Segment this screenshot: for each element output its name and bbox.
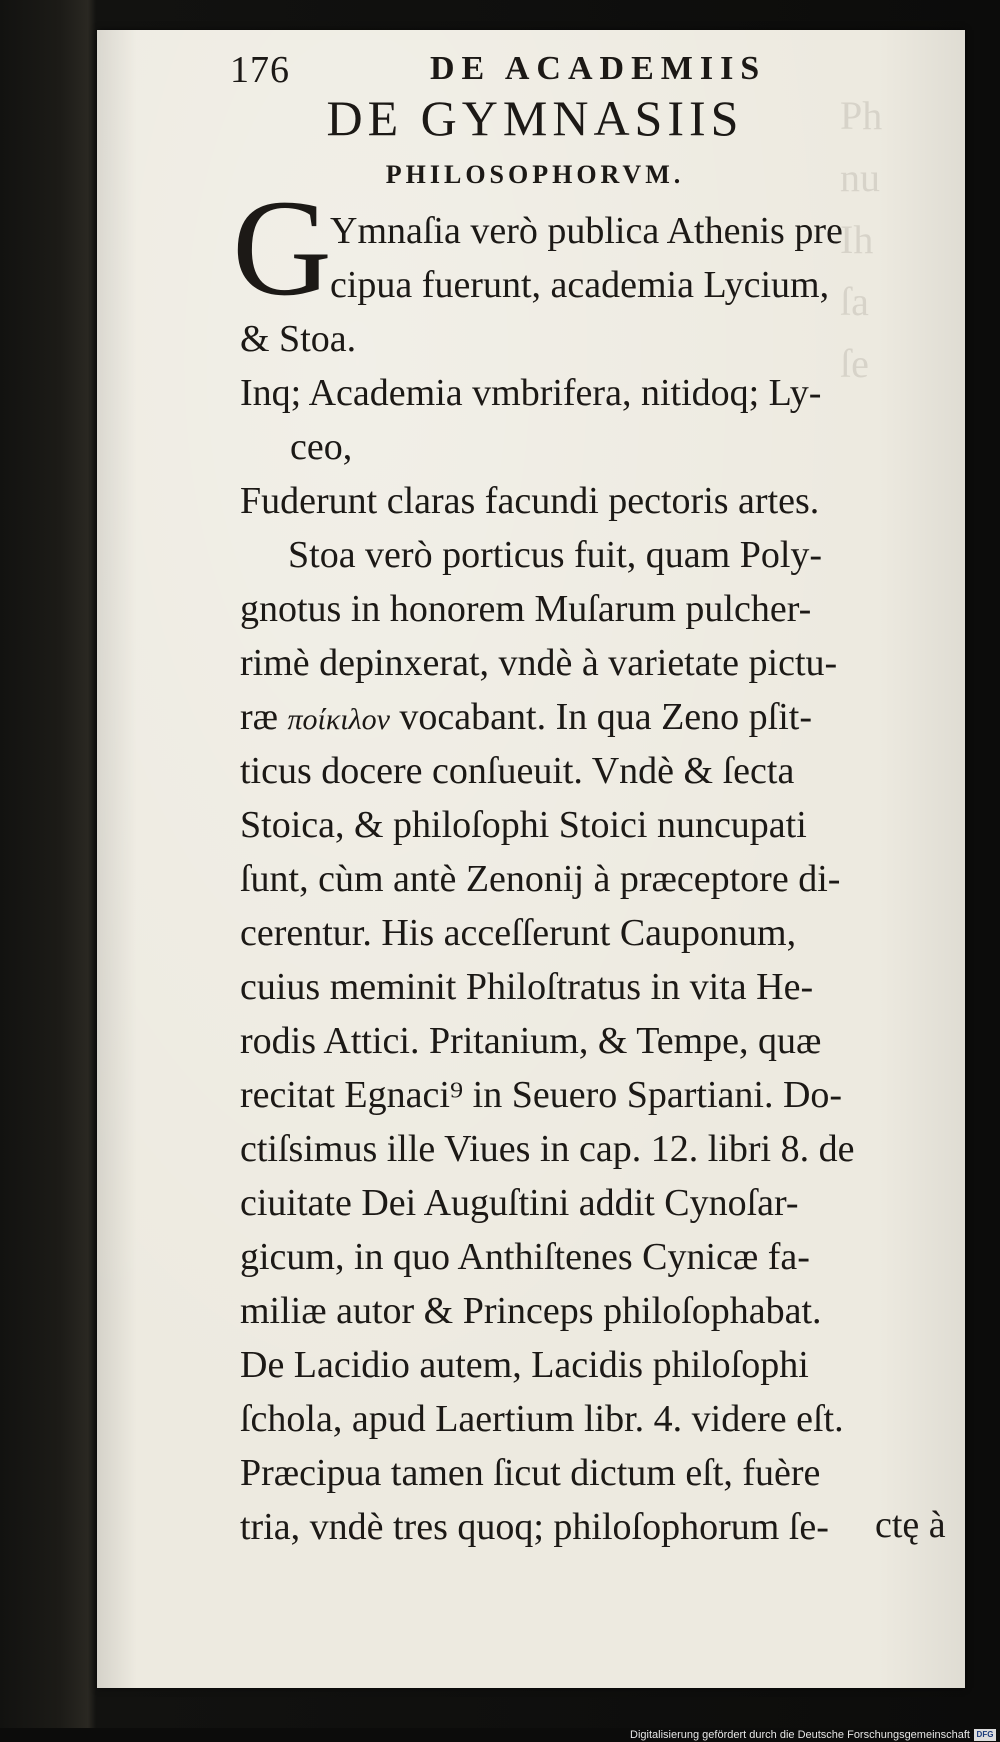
text-line: rodis Attici. Pritanium, & Tempe, quæ [240, 1020, 822, 1062]
text-line: miliæ autor & Princeps philoſophabat. [240, 1290, 822, 1332]
running-title: DE ACADEMIIS [430, 50, 767, 87]
text-line: ſunt, cùm antè Zenonij à præceptore di- [240, 858, 841, 900]
dfg-logo-icon: DFG [974, 1729, 996, 1741]
running-head [230, 48, 840, 94]
catchword: ctę à [875, 1504, 946, 1546]
text-fragment: ræ [240, 696, 278, 738]
text-line: rimè depinxerat, vndè à varietate pictu- [240, 642, 838, 684]
text-line: De Lacidio autem, Lacidis philoſophi [240, 1344, 809, 1386]
chapter-subtitle: PHILOSOPHORVM. [385, 160, 685, 189]
drop-cap: G [232, 171, 332, 324]
text-line: ticus docere conſueuit. Vndè & ſecta [240, 750, 795, 792]
text-line: ctiſsimus ille Viues in cap. 12. libri 8. de [240, 1128, 855, 1170]
text-line: & Stoa. [240, 318, 357, 360]
text-fragment: vocabant. In qua Zeno pſit- [399, 696, 813, 738]
text-line: Stoica, & philoſophi Stoici nuncupati [240, 804, 807, 846]
text-line: cerentur. His acceſſerunt Cauponum, [240, 912, 797, 954]
text-line: Inq; Academia vmbrifera, nitidoq; Ly- [240, 372, 822, 414]
page-number: 176 [230, 49, 290, 91]
text-line: Stoa verò porticus fuit, quam Poly- [288, 534, 823, 576]
text-line: ciuitate Dei Auguſtini addit Cynoſar- [240, 1182, 799, 1224]
text-line: Fuderunt claras facundi pectoris artes. [240, 480, 820, 522]
text-line: ſchola, apud Laertium libr. 4. videre eſt. [240, 1398, 844, 1440]
text-line: gnotus in honorem Muſarum pulcher- [240, 588, 812, 630]
greek-word: ποίκιλον [287, 703, 390, 736]
text-line: cuius meminit Philoſtratus in vita He- [240, 966, 814, 1008]
text-line: Præcipua tamen ſicut dictum eſt, fuère [240, 1452, 821, 1494]
text-line [240, 690, 812, 744]
text-line: Ymnaſia verò publica Athenis pre [330, 210, 843, 252]
text-line: ceo, [290, 426, 353, 468]
text-line: cipua fuerunt, academia Lycium, [330, 264, 830, 306]
chapter-title: DE GYMNASIIS [326, 90, 744, 146]
footer-credit: Digitalisierung gefördert durch die Deutsche Forschungsgemeinschaft [630, 1729, 970, 1741]
text-line: recitat Egnaci⁹ in Seuero Spartiani. Do- [240, 1074, 843, 1116]
text-line: tria, vndè tres quoq; philoſophorum ſe- [240, 1506, 829, 1548]
text-line: gicum, in quo Anthiſtenes Cynicæ fa- [240, 1236, 810, 1278]
